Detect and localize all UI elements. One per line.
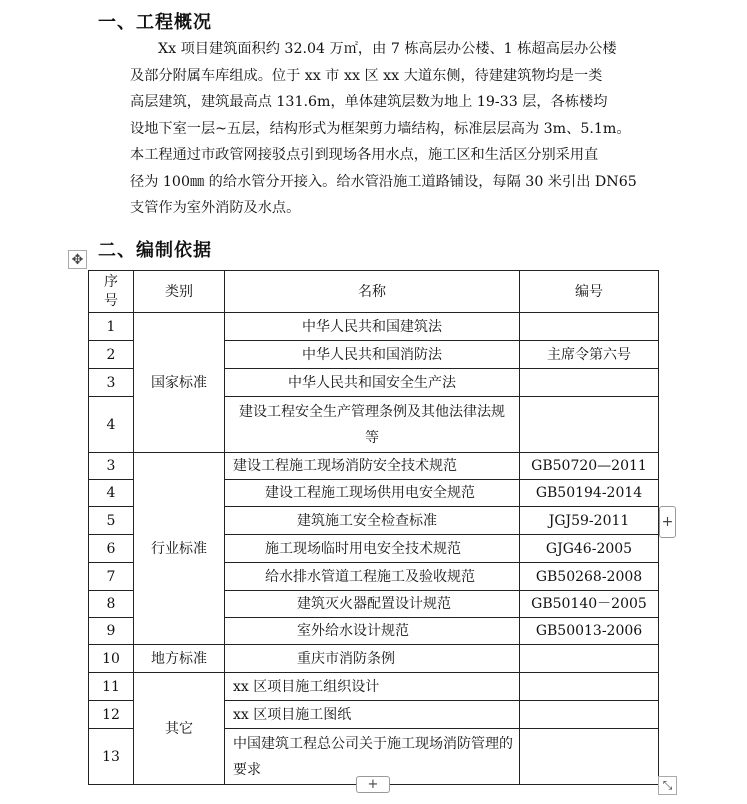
row-no[interactable]: 8 [89, 591, 134, 618]
paragraph-line: 本工程通过市政管网接驳点引到现场各用水点，施工区和生活区分别采用直 [130, 147, 599, 163]
row-name[interactable]: 中华人民共和国安全生产法 [225, 369, 520, 397]
row-code[interactable]: GB50140－2005 [520, 591, 659, 618]
row-code[interactable] [520, 397, 659, 453]
section-heading-basis: 二、编制依据 [98, 240, 212, 261]
row-name[interactable]: 建设工程安全生产管理条例及其他法律法规等 [225, 397, 520, 453]
row-code[interactable] [520, 313, 659, 341]
row-code[interactable]: GB50720—2011 [520, 453, 659, 480]
row-name[interactable]: 给水排水管道工程施工及验收规范 [225, 563, 520, 591]
row-no[interactable]: 2 [89, 341, 134, 369]
table-header-row [89, 271, 659, 313]
row-name[interactable]: 室外给水设计规范 [225, 618, 520, 645]
row-code[interactable] [520, 645, 659, 673]
row-name[interactable]: 建筑施工安全检查标准 [225, 507, 520, 535]
category-cell[interactable]: 地方标准 [134, 645, 225, 673]
table-resize-icon[interactable]: ⤡ [658, 776, 677, 795]
row-no[interactable]: 4 [89, 480, 134, 507]
paragraph-line: 径为 100㎜ 的给水管分开接入。给水管沿施工道路铺设，每隔 30 米引出 DN65 [130, 173, 637, 190]
row-name[interactable]: 中华人民共和国建筑法 [225, 313, 520, 341]
row-code[interactable] [520, 701, 659, 729]
row-no[interactable]: 10 [89, 645, 134, 673]
row-name[interactable]: xx 区项目施工组织设计 [225, 673, 520, 701]
row-no[interactable]: 7 [89, 563, 134, 591]
table-row [89, 645, 659, 673]
paragraph-line: 支管作为室外消防及水点。 [130, 200, 301, 216]
paragraph-line: 高层建筑，建筑最高点 131.6m，单体建筑层数为地上 19-33 层，各栋楼均 [130, 94, 608, 110]
row-name[interactable]: 重庆市消防条例 [225, 645, 520, 673]
category-cell[interactable]: 其它 [134, 673, 225, 785]
row-code[interactable]: JGJ59-2011 [520, 507, 659, 535]
row-name[interactable]: 中华人民共和国消防法 [225, 341, 520, 369]
row-code[interactable]: 主席令第六号 [520, 341, 659, 369]
row-no[interactable]: 13 [89, 729, 134, 785]
row-name[interactable]: 施工现场临时用电安全技术规范 [225, 535, 520, 563]
table-move-handle-icon[interactable]: ✥ [68, 250, 87, 269]
row-no[interactable]: 4 [89, 397, 134, 453]
row-code[interactable]: GB50013-2006 [520, 618, 659, 645]
table-row [89, 453, 659, 480]
row-code[interactable]: GB50268-2008 [520, 563, 659, 591]
paragraph-line: 及部分附属车库组成。位于 xx 市 xx 区 xx 大道东侧，待建建筑物均是一类 [130, 67, 603, 84]
table-row [89, 313, 659, 341]
row-name[interactable]: 中国建筑工程总公司关于施工现场消防管理的要求 [225, 729, 520, 785]
basis-table [88, 270, 659, 785]
paragraph-line: 设地下室一层~五层，结构形式为框架剪力墙结构，标准层层高为 3m、5.1m。 [130, 120, 631, 137]
row-no[interactable]: 3 [89, 369, 134, 397]
section-heading-overview: 一、工程概况 [98, 12, 212, 33]
row-no[interactable]: 5 [89, 507, 134, 535]
row-no[interactable]: 9 [89, 618, 134, 645]
row-no[interactable]: 1 [89, 313, 134, 341]
row-no[interactable]: 6 [89, 535, 134, 563]
row-code[interactable] [520, 369, 659, 397]
paragraph-line: Xx 项目建筑面积约 32.04 万㎡，由 7 栋高层办公楼、1 栋超高层办公楼 [158, 41, 617, 57]
overview-paragraph [130, 36, 658, 222]
row-code[interactable] [520, 729, 659, 785]
header-cell-no[interactable]: 序号 [89, 271, 134, 313]
category-cell[interactable]: 行业标准 [134, 453, 225, 645]
add-row-button[interactable]: + [356, 776, 390, 793]
header-cell-name[interactable]: 名称 [225, 271, 520, 313]
row-code[interactable]: GB50194-2014 [520, 480, 659, 507]
header-cell-category[interactable]: 类别 [134, 271, 225, 313]
table-row [89, 673, 659, 701]
row-name[interactable]: 建筑灭火器配置设计规范 [225, 591, 520, 618]
row-name[interactable]: xx 区项目施工图纸 [225, 701, 520, 729]
row-name[interactable]: 建设工程施工现场供用电安全规范 [225, 480, 520, 507]
category-cell[interactable]: 国家标准 [134, 313, 225, 453]
row-no[interactable]: 3 [89, 453, 134, 480]
row-no[interactable]: 11 [89, 673, 134, 701]
row-code[interactable] [520, 673, 659, 701]
header-cell-code[interactable]: 编号 [520, 271, 659, 313]
row-no[interactable]: 12 [89, 701, 134, 729]
row-name[interactable]: 建设工程施工现场消防安全技术规范 [225, 453, 520, 480]
row-code[interactable]: GJG46-2005 [520, 535, 659, 563]
add-column-button[interactable]: + [659, 506, 676, 538]
